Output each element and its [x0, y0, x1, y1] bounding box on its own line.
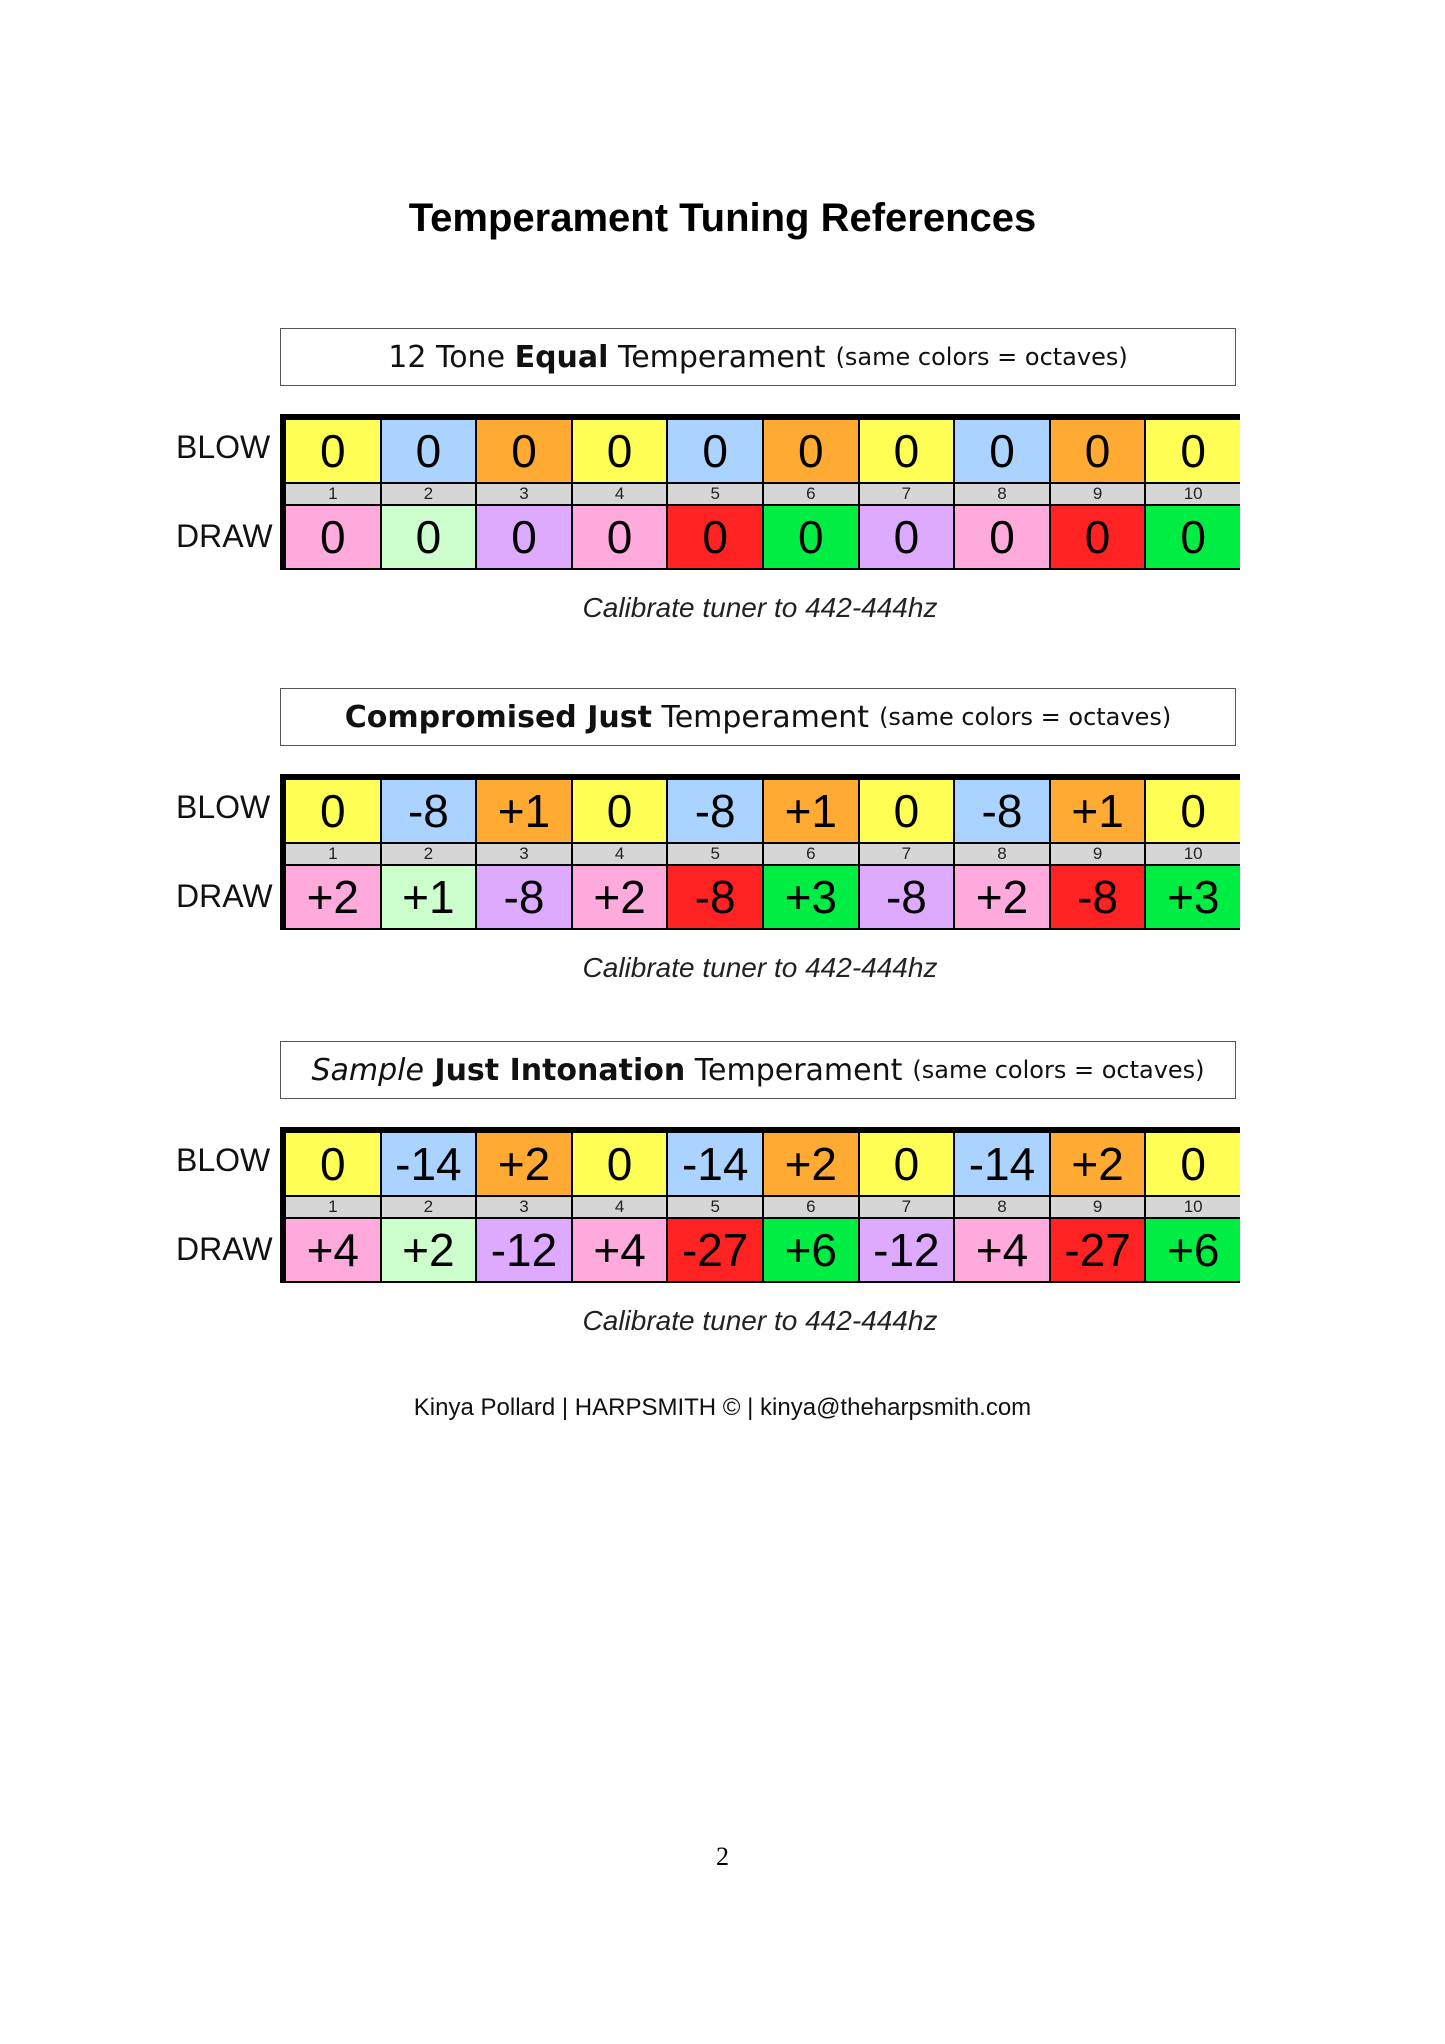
draw-cell-4: 0 — [573, 506, 667, 568]
section-just-intonation — [170, 1041, 1260, 1416]
page-number: 2 — [716, 1842, 729, 1871]
draw-cell-9: -8 — [1051, 866, 1145, 928]
tuning-grid — [280, 1127, 1240, 1283]
hole-number-4: 4 — [573, 484, 667, 504]
hole-number-8: 8 — [955, 844, 1049, 864]
draw-cell-6: +6 — [764, 1219, 858, 1281]
draw-label: DRAW — [176, 518, 273, 554]
heading-text: Temperament — [608, 339, 826, 375]
hole-number-2: 2 — [382, 844, 476, 864]
draw-cell-3: -12 — [477, 1219, 571, 1281]
hole-number-10: 10 — [1146, 1197, 1240, 1217]
blow-cell-1: 0 — [286, 420, 380, 482]
blow-cell-1: 0 — [286, 1133, 380, 1195]
heading-text: Sample — [311, 1052, 424, 1088]
hole-number-6: 6 — [764, 1197, 858, 1217]
hole-number-8: 8 — [955, 484, 1049, 504]
hole-number-9: 9 — [1051, 484, 1145, 504]
hole-number-7: 7 — [860, 484, 954, 504]
blow-label: BLOW — [176, 789, 271, 825]
hole-number-5: 5 — [668, 1197, 762, 1217]
hole-number-3: 3 — [477, 484, 571, 504]
draw-cell-8: 0 — [955, 506, 1049, 568]
blow-cell-2: 0 — [382, 420, 476, 482]
blow-cell-2: -8 — [382, 780, 476, 842]
blow-cell-4: 0 — [573, 780, 667, 842]
draw-cell-4: +2 — [573, 866, 667, 928]
footer-credit: Kinya Pollard | HARPSMITH © | kinya@theharpsmith.com — [413, 1394, 1032, 1421]
draw-cell-3: -8 — [477, 866, 571, 928]
draw-cell-7: 0 — [860, 506, 954, 568]
draw-cell-10: 0 — [1146, 506, 1240, 568]
section-heading — [280, 1041, 1236, 1099]
heading-note: (same colors = octaves) — [879, 703, 1172, 731]
draw-cell-10: +3 — [1146, 866, 1240, 928]
calibrate-note: Calibrate tuner to 442-444hz — [582, 952, 938, 983]
draw-cell-6: 0 — [764, 506, 858, 568]
hole-number-10: 10 — [1146, 484, 1240, 504]
section-heading — [280, 328, 1236, 386]
blow-cell-5: -14 — [668, 1133, 762, 1195]
blow-cell-2: -14 — [382, 1133, 476, 1195]
draw-cell-5: 0 — [668, 506, 762, 568]
hole-number-7: 7 — [860, 844, 954, 864]
hole-number-3: 3 — [477, 844, 571, 864]
hole-number-1: 1 — [286, 484, 380, 504]
heading-text: Equal — [514, 339, 609, 375]
blow-cell-10: 0 — [1146, 780, 1240, 842]
draw-cell-6: +3 — [764, 866, 858, 928]
blow-cell-7: 0 — [860, 420, 954, 482]
hole-number-4: 4 — [573, 844, 667, 864]
blow-cell-6: 0 — [764, 420, 858, 482]
draw-cell-4: +4 — [573, 1219, 667, 1281]
page-title: Temperament Tuning References — [408, 196, 1037, 240]
blow-cell-7: 0 — [860, 780, 954, 842]
heading-note: (same colors = octaves) — [912, 1056, 1205, 1084]
blow-cell-10: 0 — [1146, 1133, 1240, 1195]
draw-cell-2: +1 — [382, 866, 476, 928]
draw-cell-10: +6 — [1146, 1219, 1240, 1281]
hole-number-2: 2 — [382, 484, 476, 504]
hole-number-6: 6 — [764, 844, 858, 864]
blow-cell-1: 0 — [286, 780, 380, 842]
calibrate-note: Calibrate tuner to 442-444hz — [582, 592, 938, 623]
hole-number-8: 8 — [955, 1197, 1049, 1217]
draw-cell-3: 0 — [477, 506, 571, 568]
draw-cell-7: -8 — [860, 866, 954, 928]
heading-note: (same colors = octaves) — [835, 343, 1128, 371]
blow-label: BLOW — [176, 429, 271, 465]
draw-cell-1: 0 — [286, 506, 380, 568]
draw-cell-1: +4 — [286, 1219, 380, 1281]
tuning-grid — [280, 414, 1240, 570]
hole-number-5: 5 — [668, 844, 762, 864]
heading-text: Temperament — [651, 699, 870, 735]
blow-cell-10: 0 — [1146, 420, 1240, 482]
blow-cell-8: -14 — [955, 1133, 1049, 1195]
heading-text: Compromised Just — [344, 699, 652, 735]
heading-text: Just Intonation — [423, 1052, 686, 1088]
draw-cell-9: 0 — [1051, 506, 1145, 568]
blow-cell-4: 0 — [573, 1133, 667, 1195]
draw-label: DRAW — [176, 1231, 273, 1267]
blow-cell-5: 0 — [668, 420, 762, 482]
blow-cell-4: 0 — [573, 420, 667, 482]
section-equal-temperament — [170, 328, 1260, 703]
hole-number-7: 7 — [860, 1197, 954, 1217]
blow-cell-9: 0 — [1051, 420, 1145, 482]
hole-number-3: 3 — [477, 1197, 571, 1217]
draw-cell-5: -8 — [668, 866, 762, 928]
hole-number-1: 1 — [286, 1197, 380, 1217]
hole-number-5: 5 — [668, 484, 762, 504]
hole-number-6: 6 — [764, 484, 858, 504]
draw-cell-8: +2 — [955, 866, 1049, 928]
blow-cell-3: 0 — [477, 420, 571, 482]
tuning-grid — [280, 774, 1240, 930]
draw-cell-5: -27 — [668, 1219, 762, 1281]
calibrate-note: Calibrate tuner to 442-444hz — [582, 1305, 938, 1336]
blow-label: BLOW — [176, 1142, 271, 1178]
blow-cell-6: +2 — [764, 1133, 858, 1195]
draw-cell-9: -27 — [1051, 1219, 1145, 1281]
hole-number-4: 4 — [573, 1197, 667, 1217]
blow-cell-3: +1 — [477, 780, 571, 842]
draw-cell-2: +2 — [382, 1219, 476, 1281]
blow-cell-9: +1 — [1051, 780, 1145, 842]
draw-cell-1: +2 — [286, 866, 380, 928]
heading-text: Temperament — [685, 1052, 903, 1088]
blow-cell-8: 0 — [955, 420, 1049, 482]
blow-cell-3: +2 — [477, 1133, 571, 1195]
hole-number-9: 9 — [1051, 1197, 1145, 1217]
blow-cell-9: +2 — [1051, 1133, 1145, 1195]
section-heading — [280, 688, 1236, 746]
blow-cell-6: +1 — [764, 780, 858, 842]
hole-number-10: 10 — [1146, 844, 1240, 864]
draw-cell-7: -12 — [860, 1219, 954, 1281]
draw-cell-8: +4 — [955, 1219, 1049, 1281]
hole-number-9: 9 — [1051, 844, 1145, 864]
blow-cell-7: 0 — [860, 1133, 954, 1195]
hole-number-1: 1 — [286, 844, 380, 864]
heading-text: 12 Tone — [388, 339, 515, 375]
section-compromised-just — [170, 688, 1260, 1063]
blow-cell-5: -8 — [668, 780, 762, 842]
draw-label: DRAW — [176, 878, 273, 914]
hole-number-2: 2 — [382, 1197, 476, 1217]
draw-cell-2: 0 — [382, 506, 476, 568]
blow-cell-8: -8 — [955, 780, 1049, 842]
